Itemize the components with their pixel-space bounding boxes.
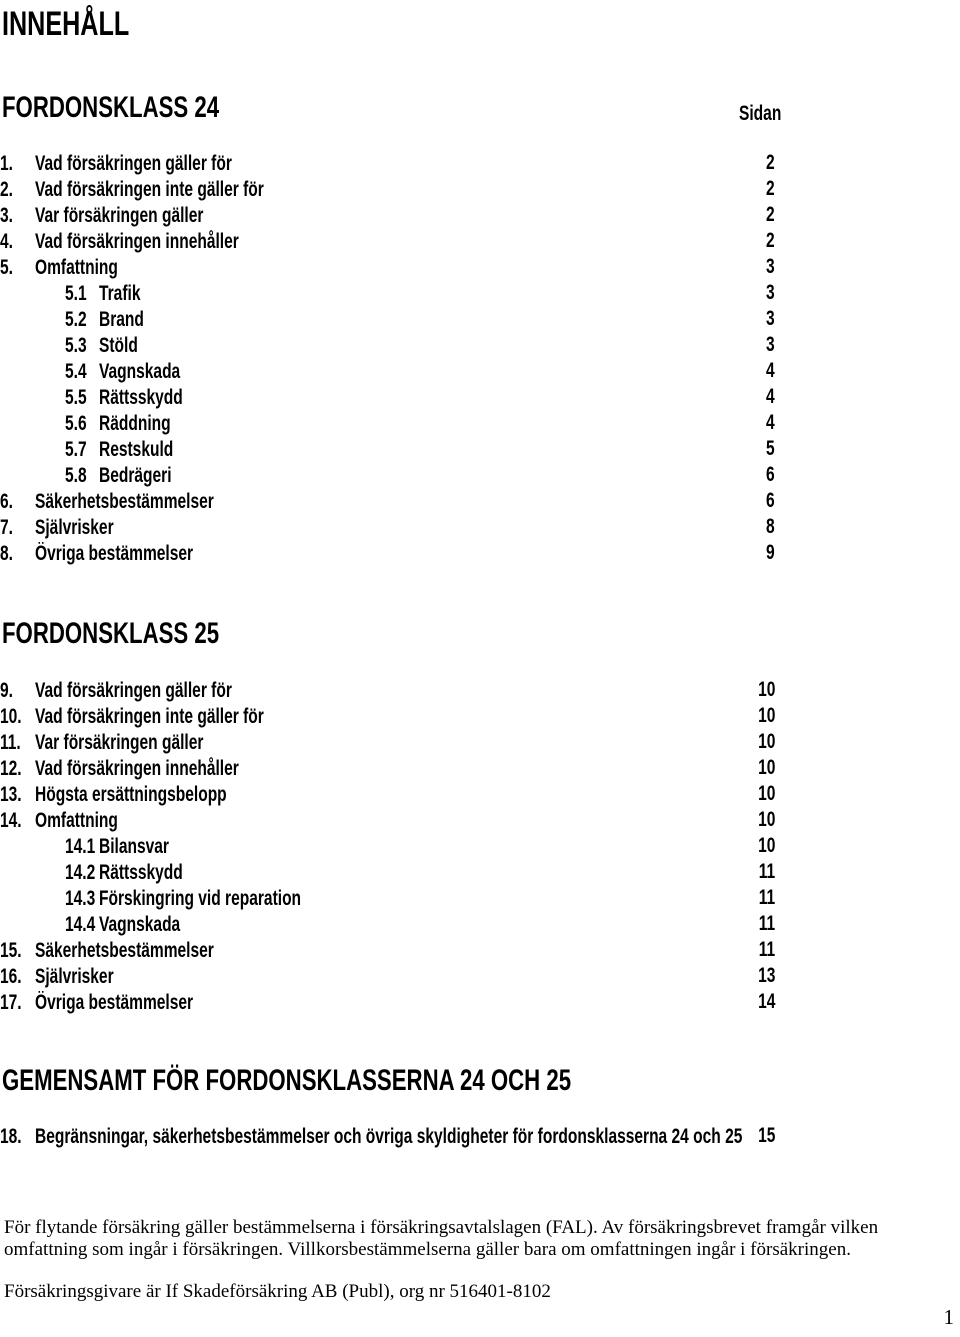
toc-entry-page: 2: [766, 229, 775, 252]
toc-entry-number: 5.3: [65, 334, 87, 357]
toc-entry-title: Övriga bestämmelser: [35, 542, 194, 565]
toc-entry-page: 10: [757, 704, 775, 727]
toc-entry-title: Självrisker: [35, 516, 114, 539]
toc-list-common: [0, 1123, 960, 1149]
toc-entry-title: Omfattning: [35, 256, 118, 279]
toc-entry-title: Vagnskada: [99, 913, 181, 936]
toc-entry-title: Rättsskydd: [99, 861, 183, 884]
toc-entry-number: 14.2: [65, 861, 96, 884]
page-number: 1: [943, 1305, 954, 1329]
toc-entry-number: 2.: [0, 178, 13, 201]
toc-entry: [0, 488, 960, 514]
toc-entry-title: Vad försäkringen innehåller: [35, 757, 239, 780]
toc-entry-title: Omfattning: [35, 809, 118, 832]
toc-entry-title: Förskingring vid reparation: [99, 887, 302, 910]
toc-entry-title: Övriga bestämmelser: [35, 991, 194, 1014]
toc-entry-number: 18.: [0, 1125, 22, 1148]
toc-entry-number: 15.: [0, 939, 22, 962]
toc-entry-title: Säkerhetsbestämmelser: [35, 939, 214, 962]
toc-entry-number: 5.8: [65, 464, 87, 487]
toc-entry-number: 17.: [0, 991, 22, 1014]
toc-entry-number: 8.: [0, 542, 13, 565]
footer-text-line-2: omfattning som ingår i försäkringen. Villkorsbestämmelserna gäller bara om omfattningen ingår i försäkringen.: [4, 1239, 851, 1260]
toc-entry: [0, 677, 960, 703]
toc-entry-page: 4: [766, 411, 775, 434]
toc-entry-page: 11: [758, 860, 775, 883]
toc-entry-title: Vad försäkringen gäller för: [35, 152, 232, 175]
toc-entry: [0, 358, 960, 384]
toc-entry-number: 5.4: [65, 360, 87, 383]
toc-entry-number: 5.: [0, 256, 13, 279]
toc-entry: [0, 384, 960, 410]
toc-entry-page: 10: [757, 730, 775, 753]
toc-entry: [0, 859, 960, 885]
toc-entry-page: 10: [757, 808, 775, 831]
toc-entry: [0, 703, 960, 729]
toc-entry-page: 10: [757, 782, 775, 805]
toc-entry-number: 9.: [0, 679, 13, 702]
toc-entry-number: 5.1: [65, 282, 87, 305]
section-heading-25: FORDONSKLASS 25: [2, 617, 220, 650]
toc-entry: [0, 807, 960, 833]
toc-entry-page: 3: [766, 281, 775, 304]
toc-entry-number: 12.: [0, 757, 22, 780]
page-column-label: Sidan: [739, 102, 782, 125]
toc-entry: [0, 911, 960, 937]
toc-entry-number: 7.: [0, 516, 13, 539]
toc-entry-number: 14.4: [65, 913, 96, 936]
toc-entry: [0, 514, 960, 540]
toc-entry-number: 14.: [0, 809, 22, 832]
toc-entry-page: 11: [758, 938, 775, 961]
toc-entry-page: 10: [757, 756, 775, 779]
toc-entry-page: 10: [757, 834, 775, 857]
toc-entry-number: 13.: [0, 783, 22, 806]
toc-entry-page: 9: [766, 541, 775, 564]
toc-entry: [0, 989, 960, 1015]
section-heading-common: GEMENSAMT FÖR FORDONSKLASSERNA 24 OCH 25: [2, 1064, 572, 1097]
toc-entry-page: 11: [758, 886, 775, 909]
toc-entry-title: Var försäkringen gäller: [35, 204, 204, 227]
toc-entry: [0, 1123, 960, 1149]
toc-list-25: [0, 677, 960, 1015]
toc-entry-title: Räddning: [99, 412, 171, 435]
toc-entry: [0, 150, 960, 176]
toc-entry-title: Vad försäkringen innehåller: [35, 230, 239, 253]
toc-entry-number: 5.5: [65, 386, 87, 409]
toc-entry-title: Självrisker: [35, 965, 114, 988]
toc-entry-title: Begränsningar, säkerhetsbestämmelser och övriga skyldigheter för fordonsklasserna 24 och 25: [35, 1125, 743, 1148]
toc-entry-page: 6: [766, 463, 775, 486]
toc-entry: [0, 729, 960, 755]
toc-entry-number: 1.: [0, 152, 13, 175]
toc-entry: [0, 228, 960, 254]
toc-entry-page: 8: [766, 515, 775, 538]
toc-entry-page: 4: [766, 359, 775, 382]
toc-entry-number: 10.: [0, 705, 22, 728]
toc-entry: [0, 176, 960, 202]
toc-entry-page: 2: [766, 177, 775, 200]
toc-entry: [0, 963, 960, 989]
toc-entry-title: Bilansvar: [99, 835, 169, 858]
toc-entry-page: 14: [757, 990, 775, 1013]
toc-entry-title: Brand: [99, 308, 144, 331]
toc-entry-number: 14.1: [65, 835, 96, 858]
toc-entry-page: 2: [766, 151, 775, 174]
toc-entry-page: 4: [766, 385, 775, 408]
toc-entry: [0, 410, 960, 436]
toc-entry-page: 13: [757, 964, 775, 987]
page-title: INNEHÅLL: [2, 5, 130, 43]
toc-entry-title: Restskuld: [99, 438, 174, 461]
toc-entry-title: Vad försäkringen inte gäller för: [35, 705, 264, 728]
toc-list-24: [0, 150, 960, 566]
toc-entry: [0, 755, 960, 781]
toc-entry-page: 10: [757, 678, 775, 701]
toc-entry: [0, 540, 960, 566]
toc-entry: [0, 436, 960, 462]
toc-entry-page: 3: [766, 255, 775, 278]
toc-entry-title: Rättsskydd: [99, 386, 183, 409]
toc-entry: [0, 280, 960, 306]
toc-entry-title: Var försäkringen gäller: [35, 731, 204, 754]
toc-entry-page: 5: [766, 437, 775, 460]
toc-entry-title: Stöld: [99, 334, 138, 357]
toc-entry: [0, 885, 960, 911]
toc-entry-title: Högsta ersättningsbelopp: [35, 783, 227, 806]
toc-entry: [0, 462, 960, 488]
toc-entry-title: Säkerhetsbestämmelser: [35, 490, 214, 513]
toc-entry-page: 2: [766, 203, 775, 226]
toc-entry-title: Vagnskada: [99, 360, 181, 383]
toc-entry-title: Bedrägeri: [99, 464, 172, 487]
toc-entry-title: Trafik: [99, 282, 141, 305]
toc-entry: [0, 254, 960, 280]
toc-entry-page: 15: [757, 1124, 775, 1147]
toc-entry-number: 5.6: [65, 412, 87, 435]
toc-entry-number: 16.: [0, 965, 22, 988]
toc-entry-title: Vad försäkringen inte gäller för: [35, 178, 264, 201]
toc-entry: [0, 332, 960, 358]
insurer-statement: Försäkringsgivare är If Skadeförsäkring AB (Publ), org nr 516401-8102: [4, 1281, 551, 1302]
toc-entry-number: 11.: [0, 731, 21, 754]
toc-entry: [0, 833, 960, 859]
toc-entry-title: Vad försäkringen gäller för: [35, 679, 232, 702]
toc-entry-number: 3.: [0, 204, 13, 227]
toc-entry-page: 3: [766, 333, 775, 356]
footer-text-line-1: För flytande försäkring gäller bestämmelserna i försäkringsavtalslagen (FAL). Av försäkringsbrevet framgår vilken: [4, 1217, 879, 1238]
toc-entry: [0, 306, 960, 332]
toc-entry-number: 5.7: [65, 438, 87, 461]
toc-entry-number: 5.2: [65, 308, 87, 331]
toc-entry: [0, 781, 960, 807]
toc-entry-page: 11: [758, 912, 775, 935]
toc-entry-number: 4.: [0, 230, 13, 253]
toc-entry-number: 14.3: [65, 887, 96, 910]
section-heading-24: FORDONSKLASS 24: [2, 91, 220, 124]
toc-entry-page: 6: [766, 489, 775, 512]
toc-entry-number: 6.: [0, 490, 13, 513]
toc-entry: [0, 937, 960, 963]
toc-entry-page: 3: [766, 307, 775, 330]
toc-entry: [0, 202, 960, 228]
